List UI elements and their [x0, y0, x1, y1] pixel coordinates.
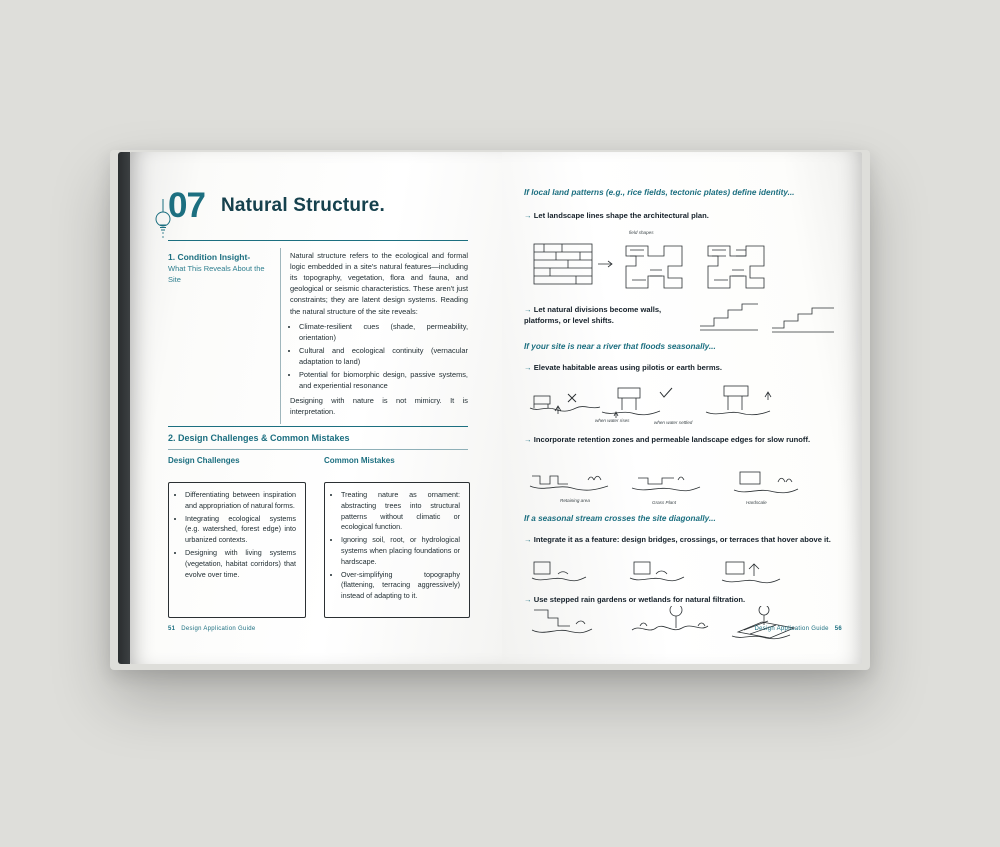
right-page: [502, 152, 862, 664]
divider-section2: [168, 426, 468, 427]
list-item: • Climate-resilient cues (shade, permeability, orientation): [299, 321, 468, 343]
right-page-number: 56: [834, 626, 842, 632]
list-item: • Integrating ecological systems (e.g. watershed, forest edge) into urbanized contexts.: [185, 514, 296, 546]
common-mistakes-content: [332, 490, 460, 606]
section1-subtitle: What This Reveals About the Site: [168, 264, 265, 284]
section1-bullet-list: [290, 321, 468, 392]
section1-paragraph-2: Designing with nature is not mimicry. It is interpretation.: [290, 396, 468, 417]
action-3-2-text: Use stepped rain gardens or wetlands for natural filtration.: [533, 595, 746, 604]
list-item: • Designing with living systems (vegetation, habitat corridors) that evolve over time.: [185, 548, 296, 580]
action-3-2: → Use stepped rain gardens or wetlands for natural filtration.: [524, 595, 746, 604]
sketch-label-field-shapes: field shapes: [629, 230, 654, 235]
sketch-field-patterns: [532, 240, 812, 292]
common-mistakes-list: [332, 490, 460, 602]
list-item: • Over-simplifying topography (flattening, terracing aggressively) instead of adapting to it.: [341, 570, 460, 602]
sketch-label-when-water-rises: when water rises: [595, 418, 630, 423]
list-item: • Differentiating between inspiration and appropriation of natural forms.: [185, 490, 296, 512]
chapter-header: [168, 186, 468, 226]
condition-3: If a seasonal stream crosses the site diagonally...: [524, 514, 716, 523]
action-3-1: → Integrate it as a feature: design bridges, crossings, or terraces that hover above it.: [524, 535, 831, 544]
sketch-level-shifts: [698, 300, 838, 336]
action-2-2-text: Incorporate retention zones and permeable landscape edges for slow runoff.: [533, 435, 811, 444]
section1-body: [290, 250, 468, 422]
divider-top: [168, 240, 468, 241]
design-challenges-list: [176, 490, 296, 580]
left-page-footer: [168, 626, 256, 632]
common-mistakes-header: Common Mistakes: [324, 456, 395, 465]
list-item: • Ignoring soil, root, or hydrological systems when placing foundations or hardscape.: [341, 535, 460, 567]
column-divider: [280, 248, 281, 424]
list-item: • Cultural and ecological continuity (vernacular adaptation to land): [299, 345, 468, 367]
right-page-footer: [755, 626, 843, 632]
section1-title: 1. Condition Insight-: [168, 252, 251, 262]
condition-1: If local land patterns (e.g., rice fields, tectonic plates) define identity...: [524, 188, 795, 197]
condition-2: If your site is near a river that floods seasonally...: [524, 342, 716, 351]
design-challenges-content: [176, 490, 296, 584]
list-item: • Treating nature as ornament: abstracting trees into structural patterns without climatic or ecological function.: [341, 490, 460, 533]
list-item: • Potential for biomorphic design, passive systems, and experiential resonance: [299, 369, 468, 391]
action-1-2: → Let natural divisions become walls, platforms, or level shifts.: [524, 305, 662, 325]
action-1-1: → Let landscape lines shape the architectural plan.: [524, 211, 709, 220]
sketch-bridges-terraces: [530, 558, 820, 594]
action-2-1: → Elevate habitable areas using pilotis or earth berms.: [524, 363, 722, 372]
left-page-footer-label: Design Application Guide: [181, 626, 256, 632]
action-2-2: → Incorporate retention zones and permeable landscape edges for slow runoff.: [524, 435, 811, 444]
sketch-label-retaining-area: Retaining area: [560, 498, 590, 503]
action-1-1-text: Let landscape lines shape the architectural plan.: [533, 211, 709, 220]
action-2-1-text: Elevate habitable areas using pilotis or earth berms.: [533, 363, 722, 372]
sketch-label-hardscale: Hardscale: [746, 500, 767, 505]
design-challenges-header: Design Challenges: [168, 456, 240, 465]
section2-title: 2. Design Challenges & Common Mistakes: [168, 433, 350, 443]
chapter-number: 07: [168, 186, 205, 225]
book-spine: [118, 152, 130, 664]
sketch-label-when-water-settled: when water settled: [654, 420, 693, 425]
right-page-footer-label: Design Application Guide: [754, 626, 829, 632]
left-page-number: 51: [168, 626, 176, 632]
sketch-label-grass-plant: Grass Plant: [652, 500, 676, 505]
action-1-2-text: Let natural divisions become walls, platforms, or level shifts.: [524, 305, 662, 325]
divider-under-section2: [168, 449, 468, 450]
section1-paragraph-1: Natural structure refers to the ecological and formal logic embedded in a site's natural features—including its topography, vegetation, flora and fauna, and geological or seismic characteristics. These aren't just constraints; they are latent design systems. Reading the natural structure of the site reveals:: [290, 251, 468, 316]
open-book: [118, 152, 862, 664]
chapter-title: Natural Structure.: [220, 195, 386, 216]
action-3-1-text: Integrate it as a feature: design bridges, crossings, or terraces that hover above it.: [533, 535, 831, 544]
left-page: [130, 152, 502, 664]
